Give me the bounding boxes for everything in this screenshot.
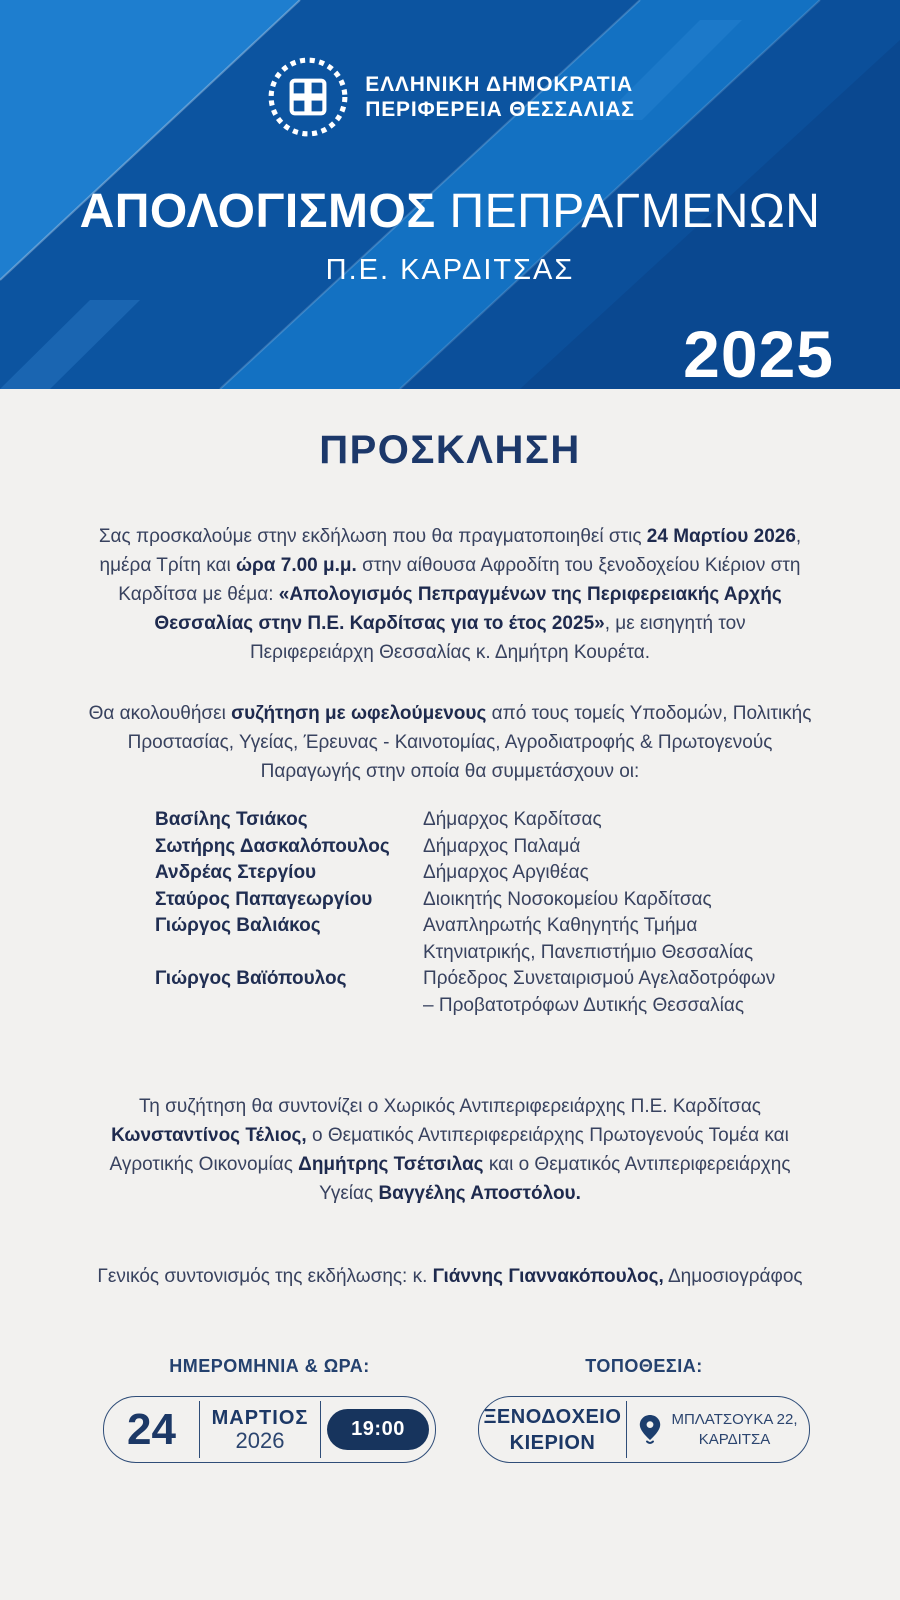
year-badge: 2025	[683, 317, 834, 389]
time-pill: 19:00	[327, 1409, 429, 1450]
participant-row	[155, 966, 803, 1019]
address-line1: ΜΠΛΑΤΣΟΥΚΑ 22,	[671, 1411, 798, 1428]
participant-row	[155, 887, 803, 914]
location-label: ΤΟΠΟΘΕΣΙΑ:	[585, 1356, 703, 1376]
day-number: 24	[127, 1404, 176, 1454]
participant-role: Δήμαρχος Αργιθέας	[423, 862, 589, 883]
invitation-paragraph-2: Θα ακολουθήσει συζήτηση με ωφελούμενους από τους τομείς Υποδομών, Πολιτικής Προστασίας, Υγείας, Έρευνας - Καινοτομίας, Αγροδιατροφής & Πρωτογενούς Παραγωγής στην οποία θα συμμετάσχουν οι:	[88, 703, 812, 782]
month-name: ΜΑΡΤΙΟΣ	[211, 1406, 309, 1429]
participant-role: Αναπληρωτής Καθηγητής Τμήμα Κτηνιατρικής, Πανεπιστήμιο Θεσσαλίας	[423, 915, 754, 963]
venue-section	[479, 1397, 626, 1462]
address-section	[627, 1397, 809, 1462]
venue-line2: ΚΙΕΡΙΟΝ	[509, 1431, 596, 1454]
address-line2: ΚΑΡΔΙΤΣΑ	[698, 1430, 771, 1448]
participant-name: Γιώργος Βαλιάκος	[155, 915, 321, 936]
participant-name: Βασίλης Τσιάκος	[155, 809, 308, 830]
venue-name	[484, 1404, 622, 1456]
location-card	[478, 1396, 810, 1463]
participant-name: Σωτήρης Δασκαλόπουλος	[155, 835, 390, 857]
location-pin-icon	[638, 1414, 662, 1445]
participants-list	[155, 807, 803, 1019]
venue-line1: ΞΕΝΟΔΟΧΕΙΟ	[483, 1405, 622, 1428]
participant-row	[155, 807, 803, 834]
venue-address	[671, 1410, 797, 1449]
moderators-paragraph: Τη συζήτηση θα συντονίζει ο Χωρικός Αντιπεριφερειάρχης Π.Ε. Καρδίτσας Κωνσταντίνος Τέλιος, ο Θεματικός Αντιπεριφερειάρχης Πρωτογενούς Τομέα και Αγροτικής Οικονομίας Δημήτρης Τσέτσιλας και ο Θεματικός Αντιπεριφερειάρχης Υγείας Βαγγέλης Αποστόλου.	[109, 1096, 791, 1204]
poster-title-light: ΠΕΠΡΑΓΜΕΝΩΝ	[435, 185, 821, 238]
coat-of-arms-icon	[265, 54, 351, 140]
participant-row	[155, 834, 803, 861]
org-name-line1: ΕΛΛΗΝΙΚΗ ΔΗΜΟΚΡΑΤΙΑ	[365, 73, 634, 96]
org-name	[365, 72, 634, 122]
event-year: 2026	[235, 1427, 285, 1453]
participant-name: Σταύρος Παπαγεωργίου	[155, 888, 373, 910]
poster-title	[0, 186, 900, 238]
participant-name: Ανδρέας Στεργίου	[155, 862, 317, 883]
participant-name: Γιώργος Βαϊόπουλος	[155, 968, 347, 989]
header-banner	[0, 0, 900, 389]
participant-role: Πρόεδρος Συνεταιρισμού Αγελαδοτρόφων – Προβατοτρόφων Δυτικής Θεσσαλίας	[423, 968, 776, 1016]
org-name-line2: ΠΕΡΙΦΕΡΕΙΑ ΘΕΣΣΑΛΙΑΣ	[365, 98, 635, 121]
participant-row	[155, 913, 803, 966]
invitation-paragraph-1: Σας προσκαλούμε στην εκδήλωση που θα πραγματοποιηθεί στις 24 Μαρτίου 2026, ημέρα Τρίτη και ώρα 7.00 μ.μ. στην αίθουσα Αφροδίτη του ξενοδοχείου Κιέριον στη Καρδίτσα με θέμα: «Απολογισμός Πεπραγμένων της Περιφερειακής Αρχής Θεσσαλίας στην Π.Ε. Καρδίτσας για το έτος 2025», με εισηγητή τον Περιφερειάρχη Θεσσαλίας κ. Δημήτρη Κουρέτα.	[98, 526, 802, 663]
time-section	[321, 1397, 435, 1462]
month-section	[200, 1397, 320, 1462]
participant-role: Διοικητής Νοσοκομείου Καρδίτσας	[423, 888, 712, 910]
participant-row	[155, 860, 803, 887]
invitation-heading: ΠΡΟΣΚΛΗΣΗ	[319, 428, 581, 472]
datetime-label: ΗΜΕΡΟΜΗΝΙΑ & ΩΡΑ:	[169, 1356, 370, 1376]
datetime-card	[103, 1396, 436, 1463]
day-section	[104, 1397, 199, 1462]
poster-title-bold: ΑΠΟΛΟΓΙΣΜΟΣ	[79, 185, 436, 238]
org-logo-row	[0, 54, 900, 140]
participant-role: Δήμαρχος Παλαμά	[423, 835, 581, 857]
poster-subtitle: Π.Ε. ΚΑΡΔΙΤΣΑΣ	[325, 254, 575, 286]
participant-role: Δήμαρχος Καρδίτσας	[423, 809, 602, 830]
coordination-paragraph: Γενικός συντονισμός της εκδήλωσης: κ. Γιάννης Γιαννακόπουλος, Δημοσιογράφος	[97, 1266, 803, 1287]
